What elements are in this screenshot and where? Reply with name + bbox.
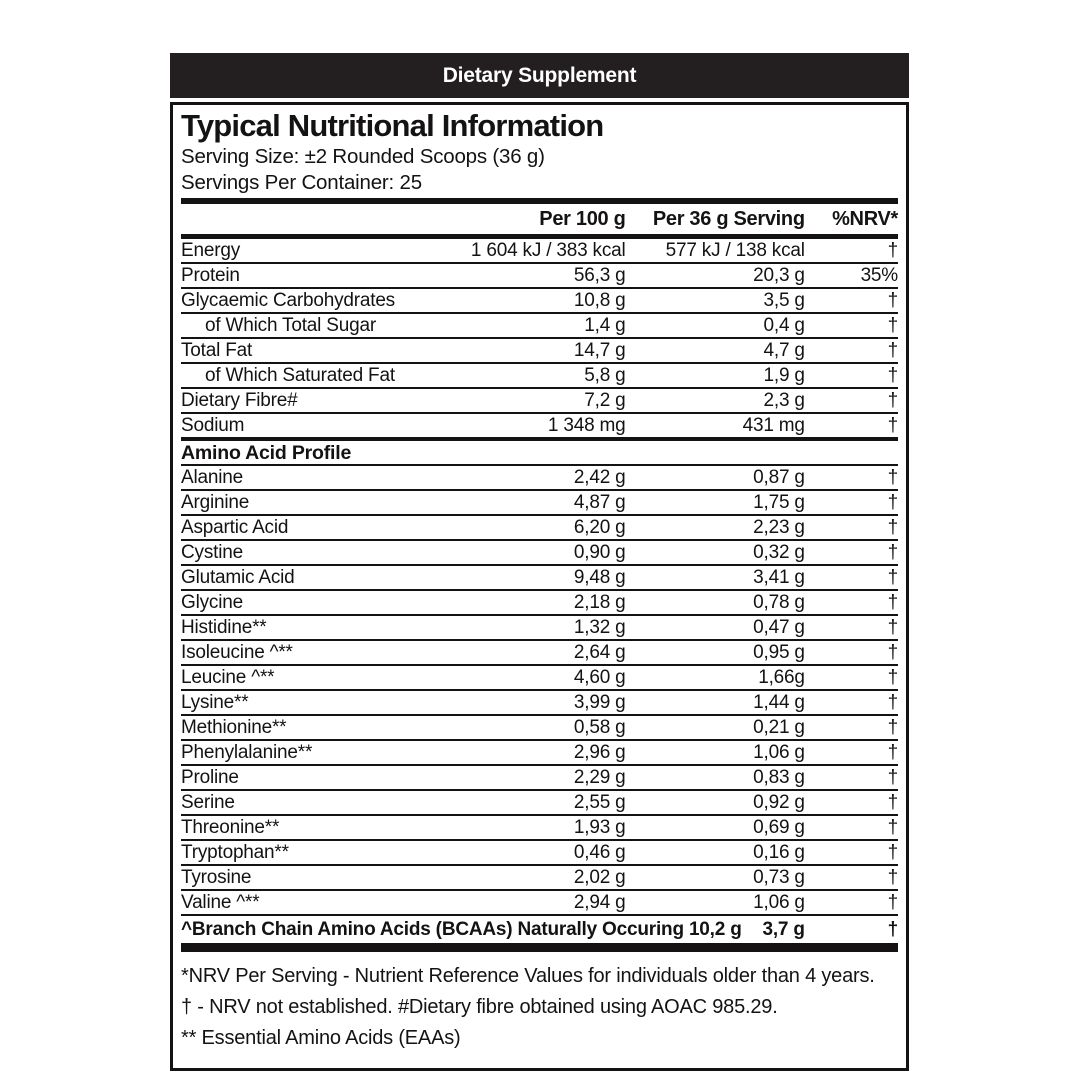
per-100g-value: 2,29 g bbox=[453, 765, 625, 790]
nrv-value: † bbox=[805, 388, 898, 413]
nutrient-label: Dietary Fibre# bbox=[181, 388, 453, 413]
table-row bbox=[181, 815, 898, 840]
per-100g-value: 1 348 mg bbox=[453, 413, 625, 439]
per-36g-value: 0,21 g bbox=[626, 715, 805, 740]
nrv-value: † bbox=[805, 490, 898, 515]
bcaa-row bbox=[181, 915, 898, 948]
per-100g-value: 2,02 g bbox=[453, 865, 625, 890]
nrv-value: † bbox=[805, 715, 898, 740]
nutrient-label: Proline bbox=[181, 765, 453, 790]
table-row bbox=[181, 615, 898, 640]
nrv-value: † bbox=[805, 640, 898, 665]
per-36g-value: 20,3 g bbox=[626, 263, 805, 288]
nrv-value: † bbox=[805, 313, 898, 338]
nrv-value: † bbox=[805, 565, 898, 590]
per-100g-value: 1,32 g bbox=[453, 615, 625, 640]
nrv-value: † bbox=[805, 540, 898, 565]
nutrient-label: Phenylalanine** bbox=[181, 740, 453, 765]
nutrient-label: Energy bbox=[181, 237, 453, 264]
per-100g-value: 14,7 g bbox=[453, 338, 625, 363]
per-36g-value: 0,83 g bbox=[626, 765, 805, 790]
per-100g-value: 1,4 g bbox=[453, 313, 625, 338]
per-36g-value: 0,73 g bbox=[626, 865, 805, 890]
footnote-nrv: *NRV Per Serving - Nutrient Reference Values for individuals older than 4 years. bbox=[181, 965, 875, 987]
per-36g-value: 431 mg bbox=[626, 413, 805, 439]
table-row bbox=[181, 263, 898, 288]
per-100g-value: 2,42 g bbox=[453, 465, 625, 490]
per-100g-value: 4,87 g bbox=[453, 490, 625, 515]
table-row bbox=[181, 540, 898, 565]
nutrient-label: Threonine** bbox=[181, 815, 453, 840]
table-row bbox=[181, 565, 898, 590]
nutrient-label: Methionine** bbox=[181, 715, 453, 740]
table-row bbox=[181, 890, 898, 915]
col-header-per-100g: Per 100 g bbox=[453, 201, 625, 237]
section-row bbox=[181, 439, 898, 465]
per-36g-value: 0,47 g bbox=[626, 615, 805, 640]
nutrient-label: Protein bbox=[181, 263, 453, 288]
per-100g-value: 0,58 g bbox=[453, 715, 625, 740]
nrv-value: † bbox=[805, 288, 898, 313]
nutrient-label: Total Fat bbox=[181, 338, 453, 363]
per-36g-value: 0,95 g bbox=[626, 640, 805, 665]
table-row bbox=[181, 765, 898, 790]
table-header-row bbox=[181, 201, 898, 237]
footnotes bbox=[181, 952, 898, 1058]
per-36g-value: 1,44 g bbox=[626, 690, 805, 715]
table-row bbox=[181, 388, 898, 413]
per-100g-value: 1 604 kJ / 383 kcal bbox=[453, 237, 625, 264]
per-36g-value: 577 kJ / 138 kcal bbox=[626, 237, 805, 264]
nrv-value: † bbox=[805, 740, 898, 765]
nutrient-label: Glycine bbox=[181, 590, 453, 615]
per-36g-value: 0,92 g bbox=[626, 790, 805, 815]
nutrient-label: Arginine bbox=[181, 490, 453, 515]
per-36g-value: 1,9 g bbox=[626, 363, 805, 388]
per-36g-value: 0,87 g bbox=[626, 465, 805, 490]
table-row bbox=[181, 313, 898, 338]
nrv-value: † bbox=[805, 915, 898, 948]
nrv-value: † bbox=[805, 515, 898, 540]
nrv-value: † bbox=[805, 890, 898, 915]
table-row bbox=[181, 690, 898, 715]
nrv-value: † bbox=[805, 765, 898, 790]
table-row bbox=[181, 515, 898, 540]
nutrient-label: Glutamic Acid bbox=[181, 565, 453, 590]
nutrition-label bbox=[170, 53, 909, 1071]
nutrient-label: Alanine bbox=[181, 465, 453, 490]
per-36g-value: 0,78 g bbox=[626, 590, 805, 615]
bcaa-label: ^Branch Chain Amino Acids (BCAAs) Naturally Occuring 10,2 g bbox=[181, 915, 626, 948]
per-100g-value: 9,48 g bbox=[453, 565, 625, 590]
table-row bbox=[181, 865, 898, 890]
per-36g-value: 1,66g bbox=[626, 665, 805, 690]
table-row bbox=[181, 413, 898, 439]
table-row bbox=[181, 465, 898, 490]
per-100g-value: 56,3 g bbox=[453, 263, 625, 288]
per-36g-value: 3,7 g bbox=[626, 915, 805, 948]
per-36g-value: 2,23 g bbox=[626, 515, 805, 540]
nrv-value: † bbox=[805, 237, 898, 264]
nrv-value: † bbox=[805, 815, 898, 840]
per-36g-value: 0,32 g bbox=[626, 540, 805, 565]
table-row bbox=[181, 740, 898, 765]
table-row bbox=[181, 590, 898, 615]
table-row bbox=[181, 840, 898, 865]
nrv-value: † bbox=[805, 363, 898, 388]
per-36g-value: 2,3 g bbox=[626, 388, 805, 413]
nutrition-panel bbox=[170, 102, 909, 1071]
col-header-nutrient bbox=[181, 201, 453, 237]
footnote-eaa: ** Essential Amino Acids (EAAs) bbox=[181, 1027, 461, 1049]
per-100g-value: 5,8 g bbox=[453, 363, 625, 388]
serving-size-line: Serving Size: ±2 Rounded Scoops (36 g) bbox=[181, 145, 545, 168]
nrv-value: † bbox=[805, 590, 898, 615]
per-100g-value: 2,64 g bbox=[453, 640, 625, 665]
per-100g-value: 1,93 g bbox=[453, 815, 625, 840]
banner-title: Dietary Supplement bbox=[442, 64, 637, 87]
table-row bbox=[181, 790, 898, 815]
nrv-value: † bbox=[805, 615, 898, 640]
per-36g-value: 3,41 g bbox=[626, 565, 805, 590]
nutrition-table bbox=[181, 198, 898, 952]
per-36g-value: 1,06 g bbox=[626, 740, 805, 765]
nutrient-label: Sodium bbox=[181, 413, 453, 439]
per-100g-value: 0,90 g bbox=[453, 540, 625, 565]
per-100g-value: 0,46 g bbox=[453, 840, 625, 865]
nrv-value: † bbox=[805, 413, 898, 439]
nrv-value: † bbox=[805, 338, 898, 363]
per-100g-value: 6,20 g bbox=[453, 515, 625, 540]
nutrient-label: Tyrosine bbox=[181, 865, 453, 890]
table-row bbox=[181, 490, 898, 515]
table-body bbox=[181, 237, 898, 948]
per-36g-value: 3,5 g bbox=[626, 288, 805, 313]
per-100g-value: 2,55 g bbox=[453, 790, 625, 815]
col-header-nrv: %NRV* bbox=[805, 201, 898, 237]
nrv-value: † bbox=[805, 690, 898, 715]
per-36g-value: 0,16 g bbox=[626, 840, 805, 865]
nrv-value: † bbox=[805, 865, 898, 890]
nutrient-label: Cystine bbox=[181, 540, 453, 565]
table-row bbox=[181, 237, 898, 264]
per-100g-value: 2,96 g bbox=[453, 740, 625, 765]
panel-title: Typical Nutritional Information bbox=[181, 108, 604, 143]
table-row bbox=[181, 665, 898, 690]
nrv-value: † bbox=[805, 840, 898, 865]
nrv-value: † bbox=[805, 465, 898, 490]
nutrient-label: Glycaemic Carbohydrates bbox=[181, 288, 453, 313]
nutrient-label: of Which Total Sugar bbox=[181, 313, 453, 338]
per-36g-value: 1,06 g bbox=[626, 890, 805, 915]
per-100g-value: 4,60 g bbox=[453, 665, 625, 690]
per-36g-value: 1,75 g bbox=[626, 490, 805, 515]
col-header-per-36g-serving: Per 36 g Serving bbox=[626, 201, 805, 237]
per-36g-value: 0,4 g bbox=[626, 313, 805, 338]
nutrient-label: Serine bbox=[181, 790, 453, 815]
per-100g-value: 3,99 g bbox=[453, 690, 625, 715]
nutrient-label: Tryptophan** bbox=[181, 840, 453, 865]
per-100g-value: 2,94 g bbox=[453, 890, 625, 915]
dietary-supplement-banner bbox=[170, 53, 909, 98]
per-36g-value: 4,7 g bbox=[626, 338, 805, 363]
nutrient-label: Aspartic Acid bbox=[181, 515, 453, 540]
table-row bbox=[181, 363, 898, 388]
nrv-value: † bbox=[805, 790, 898, 815]
footnote-dagger: † - NRV not established. #Dietary fibre obtained using AOAC 985.29. bbox=[181, 996, 778, 1018]
section-title: Amino Acid Profile bbox=[181, 439, 898, 465]
servings-per-container-line: Servings Per Container: 25 bbox=[181, 171, 422, 194]
nrv-value: 35% bbox=[805, 263, 898, 288]
table-row bbox=[181, 640, 898, 665]
nutrient-label: Valine ^** bbox=[181, 890, 453, 915]
nutrient-label: of Which Saturated Fat bbox=[181, 363, 453, 388]
nutrient-label: Isoleucine ^** bbox=[181, 640, 453, 665]
table-row bbox=[181, 715, 898, 740]
per-36g-value: 0,69 g bbox=[626, 815, 805, 840]
per-100g-value: 2,18 g bbox=[453, 590, 625, 615]
table-row bbox=[181, 288, 898, 313]
table-row bbox=[181, 338, 898, 363]
nutrient-label: Leucine ^** bbox=[181, 665, 453, 690]
per-100g-value: 7,2 g bbox=[453, 388, 625, 413]
per-100g-value: 10,8 g bbox=[453, 288, 625, 313]
nutrient-label: Lysine** bbox=[181, 690, 453, 715]
nrv-value: † bbox=[805, 665, 898, 690]
nutrient-label: Histidine** bbox=[181, 615, 453, 640]
